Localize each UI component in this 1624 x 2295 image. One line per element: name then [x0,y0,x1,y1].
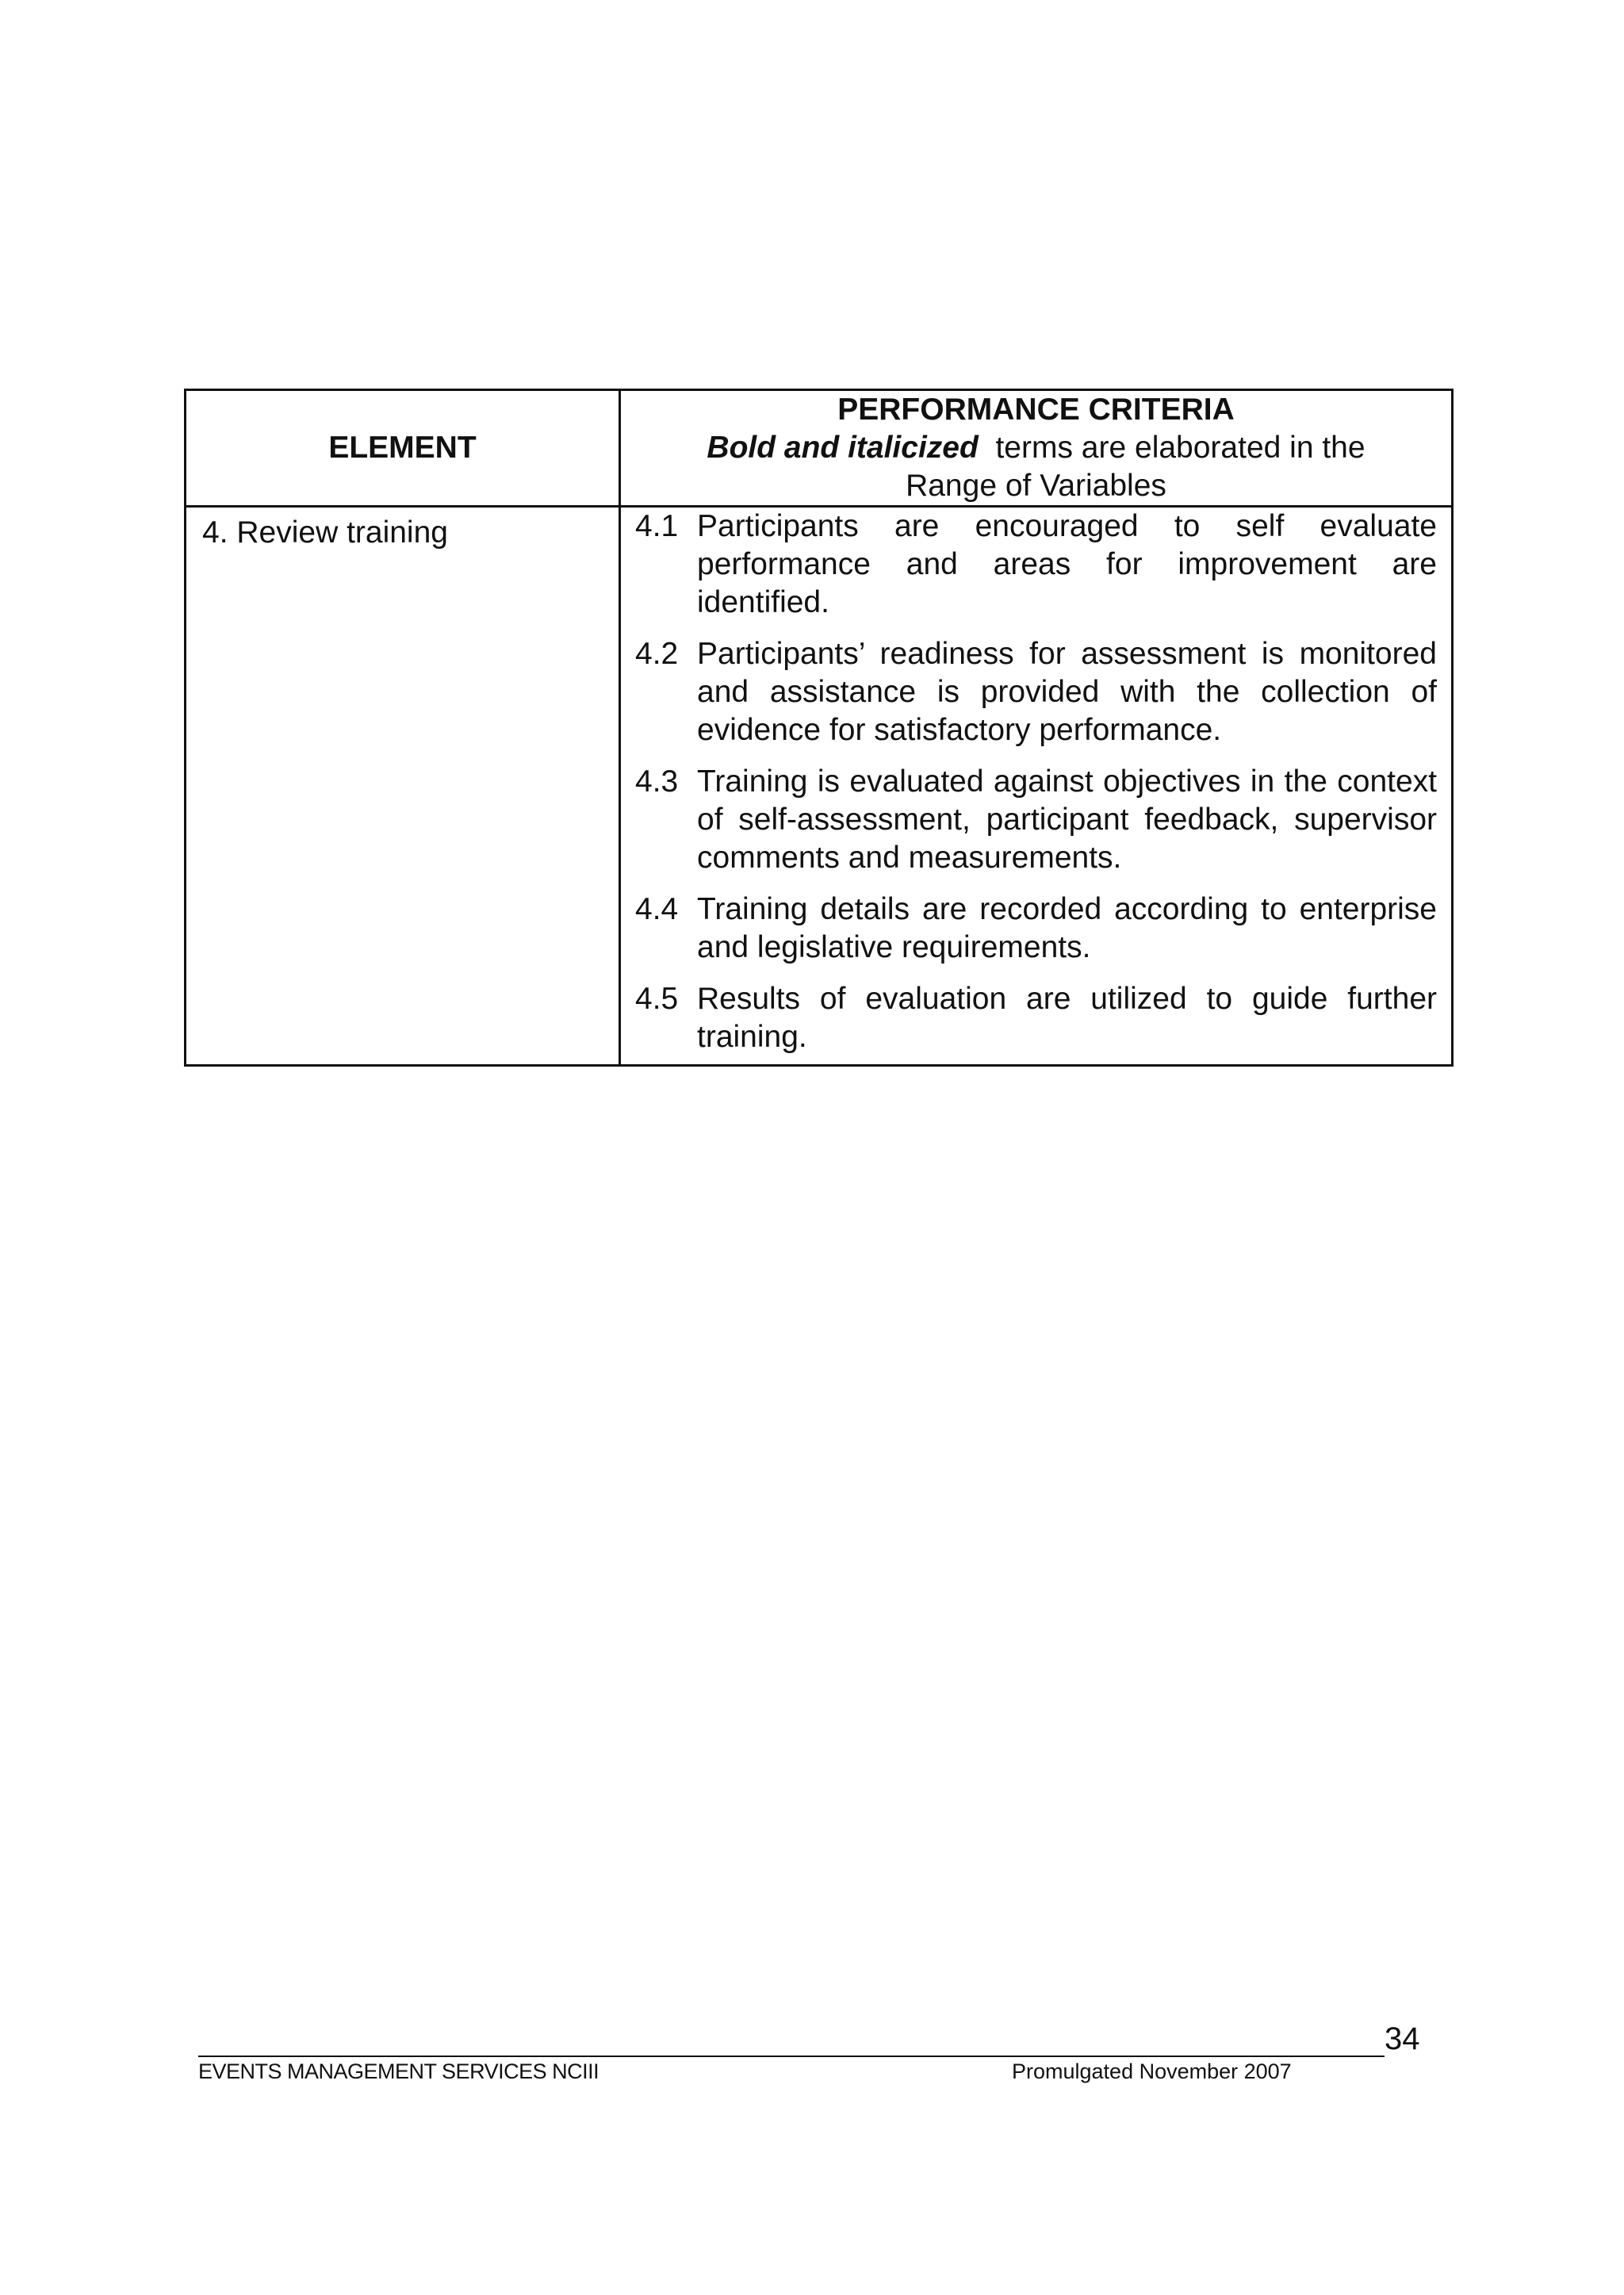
criteria-item [635,635,1437,749]
criteria-number: 4.3 [635,764,679,799]
criteria-text: Participants’ readiness for assessment is monitored and assistance is provided with the collection of evidence for satisfactory performance. [697,637,1437,747]
criteria-cell [620,507,1453,1066]
table-header-row [186,390,1453,507]
criteria-header-title: PERFORMANCE CRITERIA [837,393,1235,427]
criteria-header-note-text-2: Range of Variables [906,469,1166,503]
criteria-header-note-emphasis: Bold and italicized [707,431,979,465]
page-number: 34 [1385,2021,1420,2056]
criteria-item [635,763,1437,877]
criteria-text: Participants are encouraged to self evaluate performance and areas for improvement are identified. [697,509,1437,619]
criteria-column-header [620,390,1453,507]
footer-promulgation-date: Promulgated November 2007 [1012,2059,1292,2083]
criteria-text: Training is evaluated against objectives in the context of self-assessment, participant feedback, supervisor comments and measurements. [697,764,1437,875]
element-column-header: ELEMENT [186,390,620,507]
criteria-number: 4.5 [635,982,679,1016]
criteria-number: 4.4 [635,892,679,926]
criteria-number: 4.2 [635,637,679,671]
footer-document-title: EVENTS MANAGEMENT SERVICES NCIII [198,2059,599,2083]
criteria-number: 4.1 [635,509,679,543]
criteria-item [635,508,1437,622]
footer-divider [198,2056,1385,2057]
element-cell: 4. Review training [186,507,620,1066]
criteria-text: Training details are recorded according to enterprise and legislative requirements. [697,892,1437,964]
criteria-text: Results of evaluation are utilized to guide further training. [697,982,1437,1054]
competency-table [184,389,1454,1067]
table-row [186,507,1453,1066]
criteria-header-note-text: terms are elaborated in the [995,431,1365,465]
criteria-item [635,891,1437,967]
criteria-item [635,980,1437,1056]
criteria-header-note [707,431,1365,503]
